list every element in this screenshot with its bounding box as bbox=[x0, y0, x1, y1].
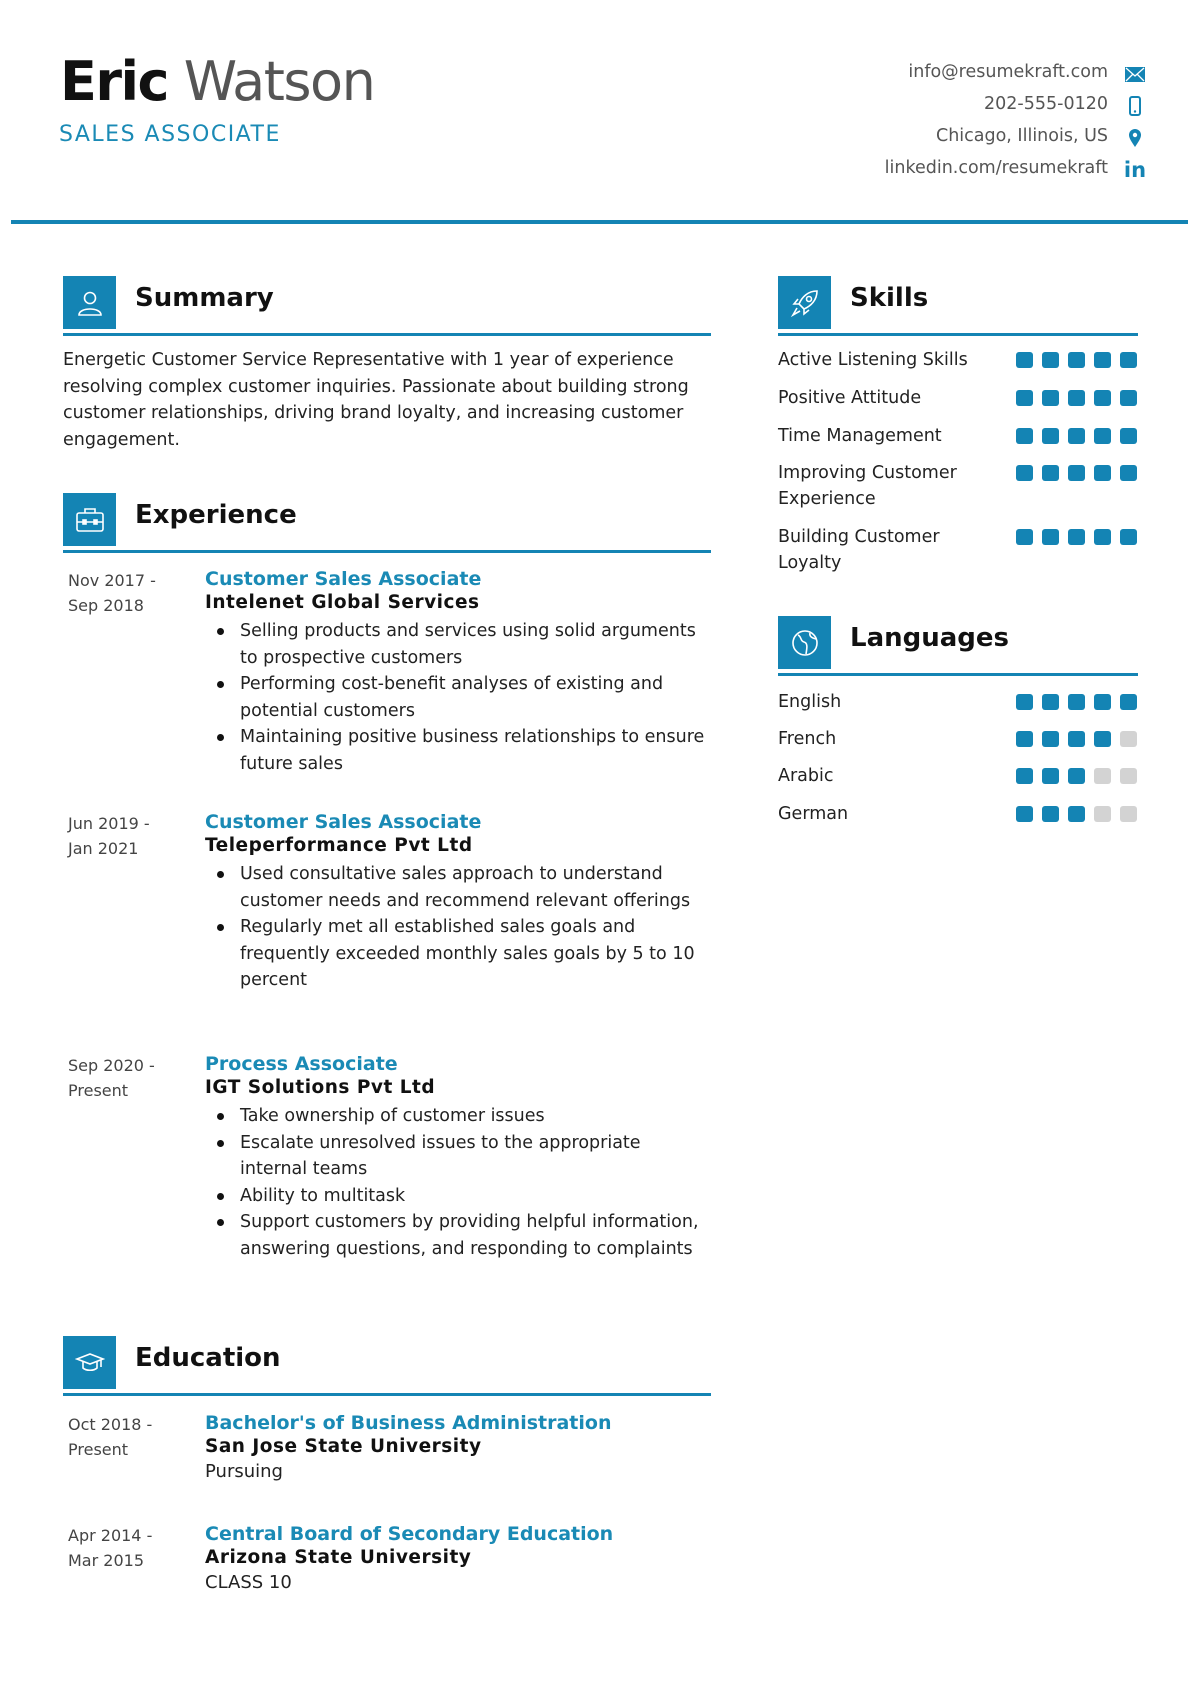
language-rating bbox=[1016, 731, 1137, 747]
rating-dot-filled bbox=[1016, 352, 1033, 368]
envelope-icon bbox=[1124, 63, 1146, 85]
entry-date-start: Sep 2020 - bbox=[68, 1056, 155, 1075]
rating-dot-filled bbox=[1094, 428, 1111, 444]
skill-rating bbox=[1016, 465, 1137, 481]
education-heading: Education bbox=[135, 1343, 281, 1373]
rating-dot-filled bbox=[1094, 694, 1111, 710]
skills-underline bbox=[778, 333, 1138, 336]
skills-heading: Skills bbox=[850, 283, 929, 313]
linkedin-icon: in bbox=[1123, 158, 1147, 182]
skill-name: Improving Customer Experience bbox=[778, 463, 957, 509]
entry-date-start: Nov 2017 - bbox=[68, 571, 156, 590]
user-icon bbox=[63, 276, 116, 329]
company-name: IGT Solutions Pvt Ltd bbox=[205, 1077, 436, 1098]
job-position: Customer Sales Associate bbox=[205, 568, 482, 590]
education-entry bbox=[68, 1412, 612, 1482]
rating-dot-filled bbox=[1068, 352, 1085, 368]
graduation-cap-icon bbox=[63, 1336, 116, 1389]
experience-entry bbox=[68, 811, 695, 990]
rating-dot-filled bbox=[1120, 352, 1137, 368]
skill-rating bbox=[1016, 529, 1137, 545]
experience-heading: Experience bbox=[135, 500, 297, 530]
rating-dot-filled bbox=[1016, 768, 1033, 784]
rating-dot-filled bbox=[1042, 465, 1059, 481]
summary-underline bbox=[63, 333, 711, 336]
degree-name: Central Board of Secondary Education bbox=[205, 1523, 614, 1545]
rating-dot-filled bbox=[1016, 390, 1033, 406]
rating-dot-filled bbox=[1068, 390, 1085, 406]
rating-dot-filled bbox=[1042, 352, 1059, 368]
school-name: Arizona State University bbox=[205, 1547, 472, 1568]
candidate-name bbox=[60, 50, 374, 113]
education-note: CLASS 10 bbox=[205, 1572, 292, 1593]
entry-date-end: Present bbox=[68, 1440, 129, 1459]
entry-date-end: Mar 2015 bbox=[68, 1551, 144, 1570]
language-rating bbox=[1016, 768, 1137, 784]
contact-phone: 202-555-0120 bbox=[984, 94, 1108, 114]
rating-dot-empty bbox=[1120, 731, 1137, 747]
skill-name: Positive Attitude bbox=[778, 388, 922, 408]
skill-rating bbox=[1016, 390, 1137, 406]
experience-entry bbox=[68, 568, 705, 774]
rating-dot-filled bbox=[1042, 529, 1059, 545]
entry-date-start: Jun 2019 - bbox=[68, 814, 150, 833]
job-title: SALES ASSOCIATE bbox=[59, 122, 281, 147]
experience-underline bbox=[63, 550, 711, 553]
rating-dot-empty bbox=[1094, 768, 1111, 784]
experience-entry bbox=[68, 1053, 699, 1259]
rating-dot-filled bbox=[1016, 731, 1033, 747]
rating-dot-filled bbox=[1042, 694, 1059, 710]
summary-heading: Summary bbox=[135, 283, 274, 313]
list-item: Support customers by providing helpful information, answering questions, and responding to complaints bbox=[205, 1209, 705, 1262]
company-name: Teleperformance Pvt Ltd bbox=[205, 835, 473, 856]
rating-dot-filled bbox=[1068, 428, 1085, 444]
languages-underline bbox=[778, 673, 1138, 676]
list-item: Performing cost-benefit analyses of existing and potential customers bbox=[205, 671, 705, 724]
briefcase-icon bbox=[63, 493, 116, 546]
skill-rating bbox=[1016, 428, 1137, 444]
contact-linkedin[interactable]: linkedin.com/resumekraft bbox=[884, 158, 1108, 178]
duties-list bbox=[205, 1103, 705, 1262]
list-item: Escalate unresolved issues to the appropriate internal teams bbox=[205, 1130, 705, 1183]
location-pin-icon bbox=[1124, 127, 1146, 149]
education-note: Pursuing bbox=[205, 1461, 283, 1482]
company-name: Intelenet Global Services bbox=[205, 592, 480, 613]
last-name: Watson bbox=[183, 50, 375, 113]
rating-dot-filled bbox=[1120, 390, 1137, 406]
rating-dot-filled bbox=[1068, 768, 1085, 784]
rating-dot-filled bbox=[1016, 529, 1033, 545]
rating-dot-empty bbox=[1120, 768, 1137, 784]
rating-dot-filled bbox=[1042, 768, 1059, 784]
entry-date-end: Sep 2018 bbox=[68, 596, 144, 615]
rating-dot-filled bbox=[1016, 694, 1033, 710]
rating-dot-filled bbox=[1016, 806, 1033, 822]
rating-dot-filled bbox=[1068, 731, 1085, 747]
rating-dot-filled bbox=[1094, 390, 1111, 406]
rating-dot-filled bbox=[1094, 465, 1111, 481]
rating-dot-filled bbox=[1120, 529, 1137, 545]
rating-dot-filled bbox=[1042, 731, 1059, 747]
rating-dot-filled bbox=[1042, 390, 1059, 406]
rating-dot-filled bbox=[1042, 428, 1059, 444]
language-rating bbox=[1016, 694, 1137, 710]
entry-date-end: Present bbox=[68, 1081, 129, 1100]
rating-dot-filled bbox=[1068, 465, 1085, 481]
entry-date-end: Jan 2021 bbox=[68, 839, 139, 858]
skill-rating bbox=[1016, 352, 1137, 368]
rating-dot-filled bbox=[1094, 529, 1111, 545]
first-name: Eric bbox=[60, 50, 169, 113]
rating-dot-empty bbox=[1094, 806, 1111, 822]
skill-name: Active Listening Skills bbox=[778, 350, 968, 370]
school-name: San Jose State University bbox=[205, 1436, 482, 1457]
rating-dot-filled bbox=[1094, 352, 1111, 368]
rating-dot-filled bbox=[1016, 465, 1033, 481]
language-name: German bbox=[778, 804, 849, 824]
rating-dot-filled bbox=[1016, 428, 1033, 444]
contact-email[interactable]: info@resumekraft.com bbox=[908, 62, 1108, 82]
rating-dot-filled bbox=[1042, 806, 1059, 822]
skill-name: Time Management bbox=[778, 426, 942, 446]
list-item: Regularly met all established sales goals and frequently exceeded monthly sales goals by 5 to 10 percent bbox=[205, 914, 705, 994]
job-position: Customer Sales Associate bbox=[205, 811, 482, 833]
phone-icon bbox=[1124, 95, 1146, 117]
language-name: English bbox=[778, 692, 842, 712]
education-underline bbox=[63, 1393, 711, 1396]
list-item: Used consultative sales approach to understand customer needs and recommend relevant offerings bbox=[205, 861, 705, 914]
entry-date-start: Apr 2014 - bbox=[68, 1526, 153, 1545]
header-divider bbox=[11, 220, 1188, 224]
list-item: Ability to multitask bbox=[205, 1183, 705, 1210]
rating-dot-filled bbox=[1068, 806, 1085, 822]
rating-dot-filled bbox=[1120, 694, 1137, 710]
language-name: French bbox=[778, 729, 837, 749]
summary-text: Energetic Customer Service Representative with 1 year of experience resolving complex customer inquiries. Passionate about building strong customer relationships, driving brand loyalty, and increasing customer engagement. bbox=[63, 350, 689, 450]
duties-list bbox=[205, 618, 705, 777]
language-rating bbox=[1016, 806, 1137, 822]
rating-dot-filled bbox=[1120, 428, 1137, 444]
rating-dot-empty bbox=[1120, 806, 1137, 822]
language-name: Arabic bbox=[778, 766, 834, 786]
rating-dot-filled bbox=[1068, 529, 1085, 545]
job-position: Process Associate bbox=[205, 1053, 398, 1075]
globe-icon bbox=[778, 616, 831, 669]
languages-heading: Languages bbox=[850, 623, 1010, 653]
entry-date-start: Oct 2018 - bbox=[68, 1415, 153, 1434]
list-item: Take ownership of customer issues bbox=[205, 1103, 705, 1130]
contact-location: Chicago, Illinois, US bbox=[935, 126, 1108, 146]
rating-dot-filled bbox=[1094, 731, 1111, 747]
list-item: Selling products and services using solid arguments to prospective customers bbox=[205, 618, 705, 671]
rating-dot-filled bbox=[1120, 465, 1137, 481]
rocket-icon bbox=[778, 276, 831, 329]
rating-dot-filled bbox=[1068, 694, 1085, 710]
education-entry bbox=[68, 1523, 614, 1593]
list-item: Maintaining positive business relationships to ensure future sales bbox=[205, 724, 705, 777]
degree-name: Bachelor's of Business Administration bbox=[205, 1412, 612, 1434]
skill-name: Building Customer Loyalty bbox=[778, 527, 940, 573]
duties-list bbox=[205, 861, 705, 994]
